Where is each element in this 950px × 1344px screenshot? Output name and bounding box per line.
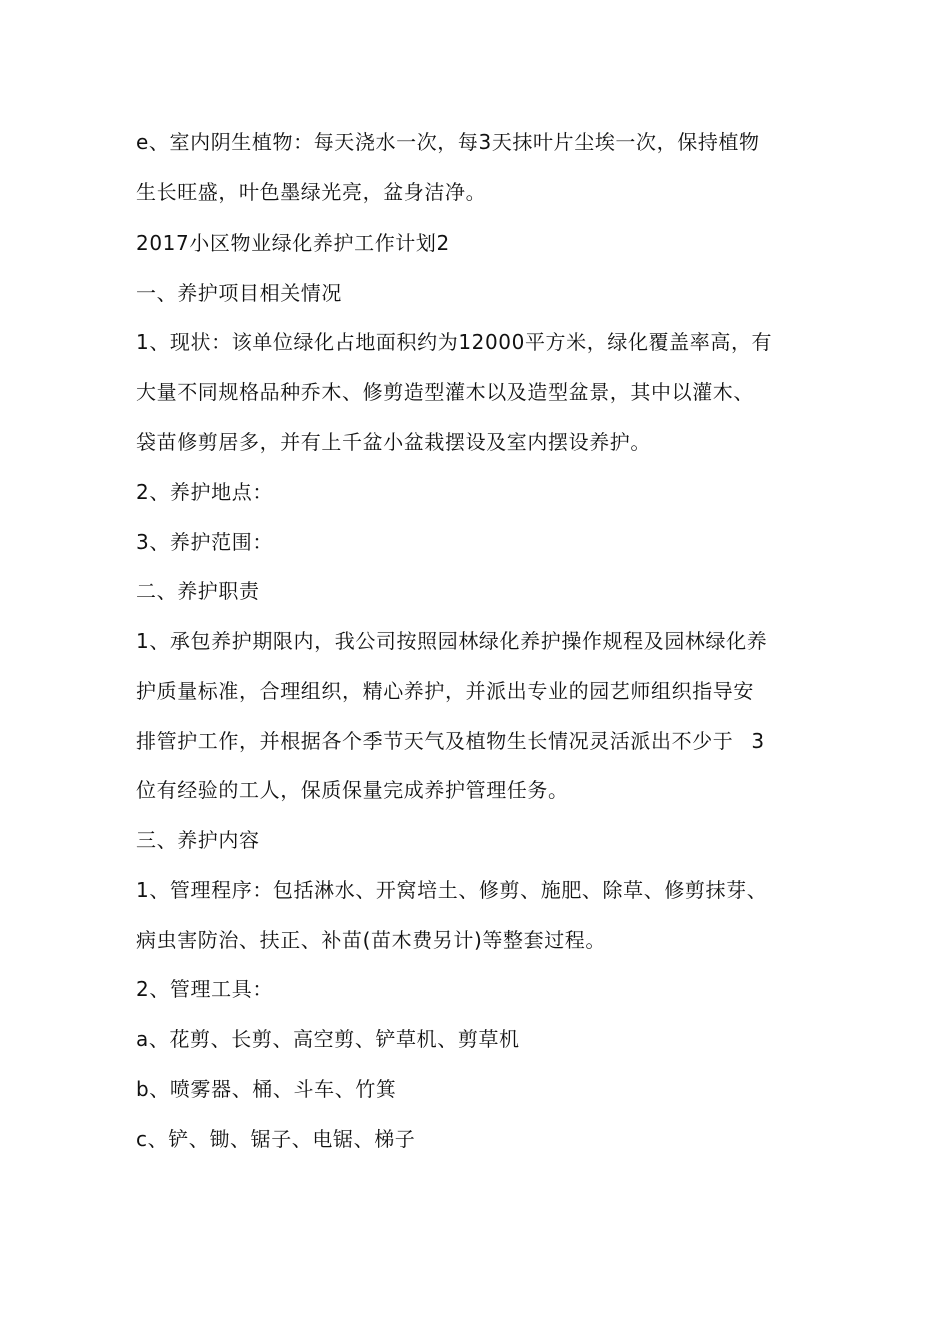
paragraph-line: 位有经验的工人，保质保量完成养护管理任务。 [136,778,569,802]
paragraph-line [136,727,836,755]
list-item: b、喷雾器、桶、斗车、竹箕 [136,1077,397,1101]
paragraph-line: 1、承包养护期限内，我公司按照园林绿化养护操作规程及园林绿化养 [136,629,768,653]
list-item: a、花剪、长剪、高空剪、铲草机、剪草机 [136,1027,520,1051]
paragraph-line: 1、现状：该单位绿化占地面积约为12000平方米，绿化覆盖率高，有 [136,330,773,354]
paragraph-line: 袋苗修剪居多，并有上千盆小盆栽摆设及室内摆设养护。 [136,430,651,454]
section-title: 2017小区物业绿化养护工作计划2 [136,231,450,255]
paragraph-line: 1、管理程序：包括淋水、开窝培土、修剪、施肥、除草、修剪抹芽、 [136,878,768,902]
paragraph-line: 生长旺盛，叶色墨绿光亮，盆身洁净。 [136,180,487,204]
list-item: c、铲、锄、锯子、电锯、梯子 [136,1127,416,1151]
paragraph-line: 病虫害防治、扶正、补苗(苗木费另计)等整套过程。 [136,928,607,952]
paragraph-text: 排管护工作，并根据各个季节天气及植物生长情况灵活派出不少于 [136,729,734,753]
paragraph-line: e、室内阴生植物：每天浇水一次，每3天抹叶片尘埃一次，保持植物 [136,130,760,154]
list-item: 2、养护地点： [136,480,273,504]
section-heading: 一、养护项目相关情况 [136,281,342,305]
section-heading: 二、养护职责 [136,579,260,603]
section-heading: 三、养护内容 [136,828,260,852]
list-item: 2、管理工具： [136,977,273,1001]
paragraph-line: 护质量标准，合理组织，精心养护，并派出专业的园艺师组织指导安 [136,679,754,703]
paragraph-number: 3 [751,729,765,753]
paragraph-line: 大量不同规格品种乔木、修剪造型灌木以及造型盆景，其中以灌木、 [136,380,754,404]
list-item: 3、养护范围： [136,530,273,554]
